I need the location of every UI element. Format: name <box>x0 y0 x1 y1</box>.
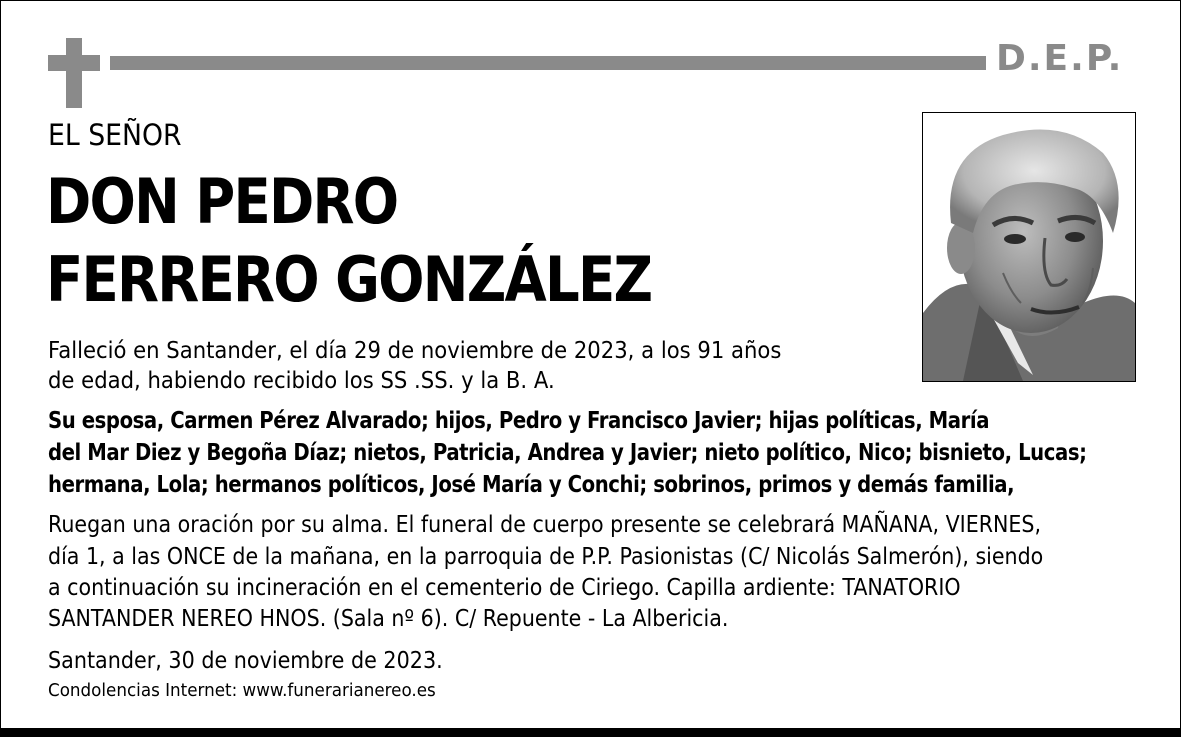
deceased-photo <box>922 112 1136 382</box>
funeral-text-line1: Ruegan una oración por su alma. El funeral de cuerpo presente se celebrará MAÑANA, VIERNES, <box>48 512 1042 538</box>
cross-icon <box>66 38 82 108</box>
funeral-text-line2: día 1, a las ONCE de la mañana, en la parroquia de P.P. Pasionistas (C/ Nicolás Salmerón), siendo <box>48 544 1044 570</box>
funeral-text-line4: SANTANDER NEREO HNOS. (Sala nº 6). C/ Repuente - La Albericia. <box>48 606 729 632</box>
bottom-border <box>0 728 1181 737</box>
deceased-name-line2: FERRERO GONZÁLEZ <box>46 243 652 316</box>
place-date: Santander, 30 de noviembre de 2023. <box>48 648 443 674</box>
family-text-line3: hermana, Lola; hermanos políticos, José María y Conchi; sobrinos, primos y demás familia, <box>48 472 1015 498</box>
family-text-line2: del Mar Diez y Begoña Díaz; nietos, Patricia, Andrea y Javier; nieto político, Nico; bisnieto, Lucas; <box>48 440 1087 466</box>
death-text-line1: Falleció en Santander, el día 29 de noviembre de 2023, a los 91 años <box>48 338 782 364</box>
funeral-text-line3: a continuación su incineración en el cementerio de Ciriego. Capilla ardiente: TANATORIO <box>48 575 961 601</box>
header-rule <box>110 56 986 70</box>
honorific: EL SEÑOR <box>48 118 182 152</box>
condolences-line: Condolencias Internet: www.funerarianereo.es <box>48 680 436 701</box>
deceased-name-line1: DON PEDRO <box>46 165 398 238</box>
death-text-line2: de edad, habiendo recibido los SS .SS. y la B. A. <box>48 368 555 394</box>
cross-icon-bar <box>48 55 100 71</box>
dep-label: D.E.P. <box>996 38 1124 79</box>
family-text-line1: Su esposa, Carmen Pérez Alvarado; hijos, Pedro y Francisco Javier; hijas políticas, María <box>48 408 990 434</box>
